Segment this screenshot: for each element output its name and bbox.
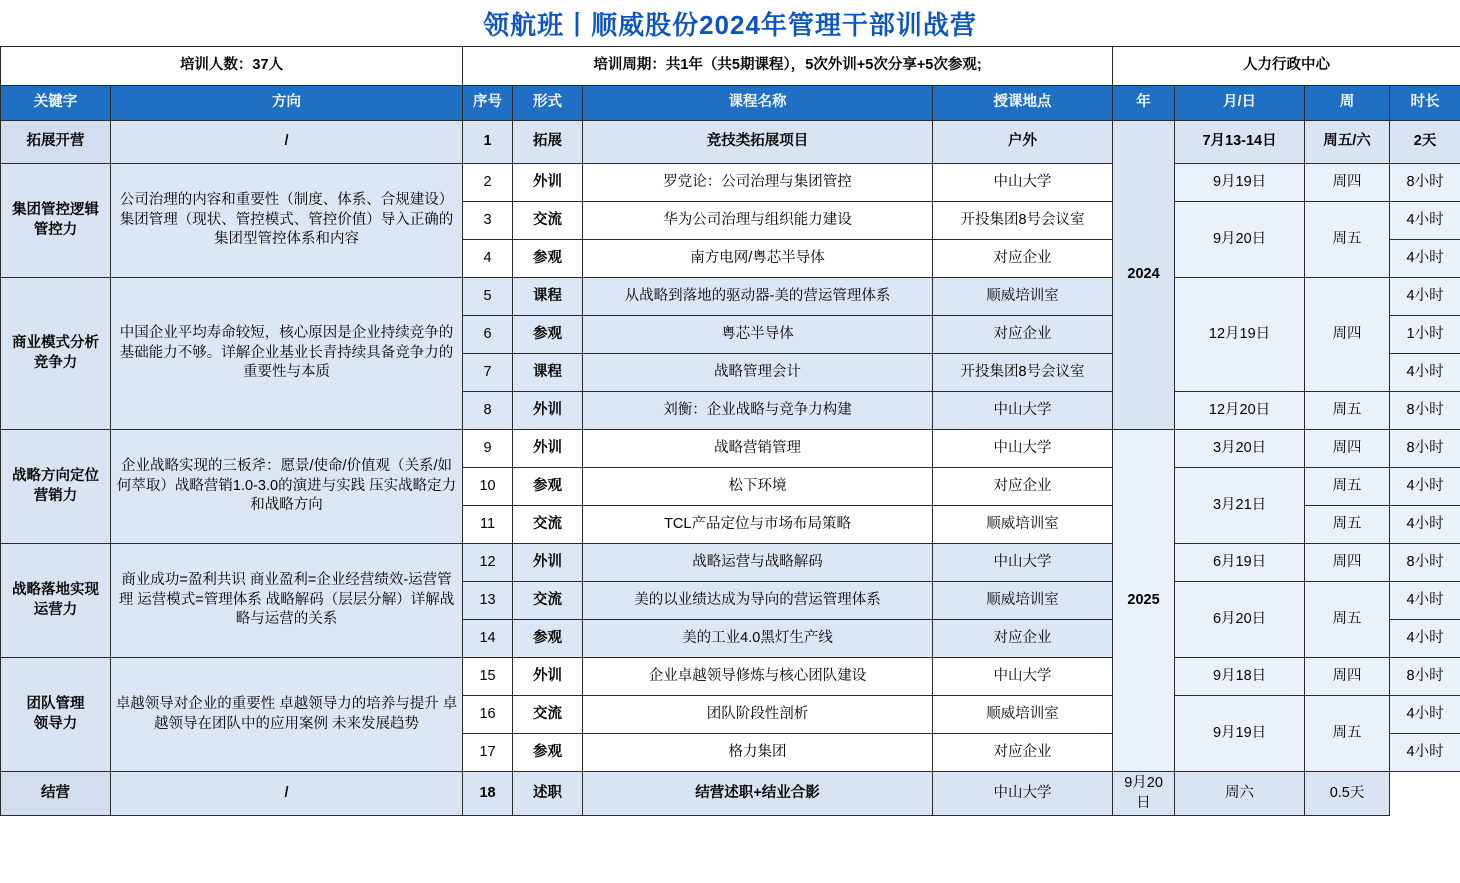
direction-cell: 公司治理的内容和重要性（制度、体系、合规建设）集团管理（现状、管控模式、管控价值）导入正确的集团型管控体系和内容: [111, 164, 463, 278]
direction-cell: /: [111, 772, 463, 816]
form-cell: 课程: [513, 278, 583, 316]
header-week: 周: [1305, 86, 1390, 121]
date-cell: 6月20日: [1175, 582, 1305, 658]
form-cell: 交流: [513, 582, 583, 620]
course-cell: 刘衡：企业战略与竞争力构建: [583, 392, 933, 430]
header-course: 课程名称: [583, 86, 933, 121]
form-cell: 参观: [513, 620, 583, 658]
keyword-cell: [1, 430, 111, 544]
place-cell: 开投集团8号会议室: [933, 202, 1113, 240]
index-cell: 4: [463, 240, 513, 278]
week-cell: 周五: [1305, 582, 1390, 658]
week-cell: 周五: [1305, 506, 1390, 544]
table-row: [1, 544, 1460, 582]
duration-cell: 4小时: [1390, 696, 1460, 734]
duration-cell: 4小时: [1390, 506, 1460, 544]
form-cell: 参观: [513, 240, 583, 278]
form-cell: 外训: [513, 430, 583, 468]
keyword-line-2: 营销力: [33, 487, 78, 504]
index-cell: 6: [463, 316, 513, 354]
week-cell: 周五: [1305, 202, 1390, 278]
keyword-line-1: 团队管理: [26, 695, 85, 712]
place-cell: 中山大学: [933, 430, 1113, 468]
duration-cell: 4小时: [1390, 202, 1460, 240]
place-cell: 对应企业: [933, 734, 1113, 772]
direction-cell: 中国企业平均寿命较短，核心原因是企业持续竞争的基础能力不够。详解企业基业长青持续具备竞争力的重要性与本质: [111, 278, 463, 430]
form-cell: 外训: [513, 658, 583, 696]
course-cell: 从战略到落地的驱动器-美的营运管理体系: [583, 278, 933, 316]
form-cell: 交流: [513, 202, 583, 240]
table-row: [1, 430, 1460, 468]
index-cell: 10: [463, 468, 513, 506]
keyword-line-2: 管控力: [33, 221, 78, 238]
year-cell-2025: 2025: [1113, 430, 1175, 772]
duration-cell: 8小时: [1390, 164, 1460, 202]
keyword-cell: 拓展开营: [1, 121, 111, 164]
direction-cell: 卓越领导对企业的重要性 卓越领导力的培养与提升 卓越领导在团队中的应用案例 未来发展趋势: [111, 658, 463, 772]
keyword-line-1: 商业模式分析: [12, 334, 99, 351]
duration-cell: 8小时: [1390, 544, 1460, 582]
course-cell: 结营述职+结业合影: [583, 772, 933, 816]
place-cell: 顺威培训室: [933, 582, 1113, 620]
course-cell: TCL产品定位与市场布局策略: [583, 506, 933, 544]
direction-cell: 企业战略实现的三板斧：愿景/使命/价值观（关系/如何萃取）战略营销1.0-3.0的演进与实践 压实战略定力和战略方向: [111, 430, 463, 544]
week-cell: 周四: [1305, 164, 1390, 202]
place-cell: 户外: [933, 121, 1113, 164]
keyword-cell: 结营: [1, 772, 111, 816]
duration-cell: 2天: [1390, 121, 1460, 164]
course-cell: 战略营销管理: [583, 430, 933, 468]
index-cell: 5: [463, 278, 513, 316]
course-cell: 粤芯半导体: [583, 316, 933, 354]
week-cell: 周四: [1305, 544, 1390, 582]
duration-cell: 8小时: [1390, 658, 1460, 696]
keyword-line-2: 竞争力: [33, 354, 78, 371]
course-cell: 南方电网/粤芯半导体: [583, 240, 933, 278]
course-cell: 罗党论：公司治理与集团管控: [583, 164, 933, 202]
header-direction: 方向: [111, 86, 463, 121]
header-keyword: 关键字: [1, 86, 111, 121]
course-cell: 华为公司治理与组织能力建设: [583, 202, 933, 240]
place-cell: 对应企业: [933, 240, 1113, 278]
page-title: 领航班丨顺威股份2024年管理干部训战营: [483, 9, 977, 40]
index-cell: 16: [463, 696, 513, 734]
week-cell: 周六: [1175, 772, 1305, 816]
page-title-bar: [0, 0, 1460, 46]
table-row: [1, 278, 1460, 316]
duration-cell: 1小时: [1390, 316, 1460, 354]
header-year: 年: [1113, 86, 1175, 121]
place-cell: 中山大学: [933, 658, 1113, 696]
week-cell: 周四: [1305, 430, 1390, 468]
place-cell: 中山大学: [933, 392, 1113, 430]
index-cell: 9: [463, 430, 513, 468]
keyword-line-2: 领导力: [33, 715, 78, 732]
duration-cell: 4小时: [1390, 278, 1460, 316]
week-cell: 周五: [1305, 392, 1390, 430]
date-cell: 6月19日: [1175, 544, 1305, 582]
form-cell: 交流: [513, 696, 583, 734]
week-cell: 周五: [1305, 468, 1390, 506]
course-cell: 竞技类拓展项目: [583, 121, 933, 164]
header-date: 月/日: [1175, 86, 1305, 121]
index-cell: 15: [463, 658, 513, 696]
duration-cell: 8小时: [1390, 430, 1460, 468]
table-row: [1, 658, 1460, 696]
place-cell: 对应企业: [933, 468, 1113, 506]
form-cell: 拓展: [513, 121, 583, 164]
table-row: [1, 164, 1460, 202]
index-cell: 17: [463, 734, 513, 772]
duration-cell: 4小时: [1390, 240, 1460, 278]
direction-cell: 商业成功=盈利共识 商业盈利=企业经营绩效-运营管理 运营模式=管理体系 战略解码（层层分解）详解战略与运营的关系: [111, 544, 463, 658]
index-cell: 11: [463, 506, 513, 544]
form-cell: 参观: [513, 316, 583, 354]
keyword-line-2: 运营力: [33, 601, 78, 618]
table-row: [1, 121, 1460, 164]
date-cell: 9月18日: [1175, 658, 1305, 696]
keyword-line-1: 战略方向定位: [12, 467, 99, 484]
place-cell: 开投集团8号会议室: [933, 354, 1113, 392]
date-cell: 9月19日: [1175, 164, 1305, 202]
header-index: 序号: [463, 86, 513, 121]
place-cell: 顺威培训室: [933, 506, 1113, 544]
duration-cell: 0.5天: [1305, 772, 1390, 816]
week-cell: 周五: [1305, 696, 1390, 772]
keyword-line-1: 战略落地实现: [12, 581, 99, 598]
date-cell: 3月21日: [1175, 468, 1305, 544]
meta-period: 培训周期：共1年（共5期课程），5次外训+5次分享+5次参观;: [463, 47, 1113, 86]
date-cell: 12月20日: [1175, 392, 1305, 430]
week-cell: 周四: [1305, 658, 1390, 696]
date-cell: 9月20日: [1113, 772, 1175, 816]
index-cell: 8: [463, 392, 513, 430]
date-cell: 9月19日: [1175, 696, 1305, 772]
form-cell: 外训: [513, 544, 583, 582]
form-cell: 外训: [513, 164, 583, 202]
course-cell: 美的工业4.0黑灯生产线: [583, 620, 933, 658]
form-cell: 交流: [513, 506, 583, 544]
index-cell: 7: [463, 354, 513, 392]
index-cell: 14: [463, 620, 513, 658]
course-cell: 企业卓越领导修炼与核心团队建设: [583, 658, 933, 696]
keyword-cell: [1, 164, 111, 278]
week-cell: 周五/六: [1305, 121, 1390, 164]
year-cell-2024: 2024: [1113, 121, 1175, 430]
date-cell: 9月20日: [1175, 202, 1305, 278]
duration-cell: 8小时: [1390, 392, 1460, 430]
form-cell: 参观: [513, 468, 583, 506]
duration-cell: 4小时: [1390, 734, 1460, 772]
place-cell: 顺威培训室: [933, 278, 1113, 316]
duration-cell: 4小时: [1390, 582, 1460, 620]
index-cell: 13: [463, 582, 513, 620]
form-cell: 参观: [513, 734, 583, 772]
index-cell: 2: [463, 164, 513, 202]
keyword-line-1: 集团管控逻辑: [12, 201, 99, 218]
index-cell: 18: [463, 772, 513, 816]
date-cell: 3月20日: [1175, 430, 1305, 468]
index-cell: 12: [463, 544, 513, 582]
index-cell: 3: [463, 202, 513, 240]
index-cell: 1: [463, 121, 513, 164]
keyword-cell: [1, 544, 111, 658]
duration-cell: 4小时: [1390, 354, 1460, 392]
duration-cell: 4小时: [1390, 468, 1460, 506]
date-cell: 7月13-14日: [1175, 121, 1305, 164]
meta-row: [1, 47, 1460, 86]
keyword-cell: [1, 278, 111, 430]
table-row: [1, 772, 1460, 816]
place-cell: 中山大学: [933, 772, 1113, 816]
keyword-cell: [1, 658, 111, 772]
place-cell: 对应企业: [933, 620, 1113, 658]
header-duration: 时长: [1390, 86, 1460, 121]
place-cell: 对应企业: [933, 316, 1113, 354]
direction-cell: /: [111, 121, 463, 164]
form-cell: 述职: [513, 772, 583, 816]
training-schedule-table: [0, 46, 1460, 816]
course-cell: 松下环境: [583, 468, 933, 506]
form-cell: 课程: [513, 354, 583, 392]
course-cell: 团队阶段性剖析: [583, 696, 933, 734]
meta-dept: 人力行政中心: [1113, 47, 1460, 86]
header-form: 形式: [513, 86, 583, 121]
form-cell: 外训: [513, 392, 583, 430]
date-cell: 12月19日: [1175, 278, 1305, 392]
place-cell: 顺威培训室: [933, 696, 1113, 734]
duration-cell: 4小时: [1390, 620, 1460, 658]
header-row: [1, 86, 1460, 121]
course-cell: 美的以业绩达成为导向的营运管理体系: [583, 582, 933, 620]
header-place: 授课地点: [933, 86, 1113, 121]
place-cell: 中山大学: [933, 544, 1113, 582]
course-cell: 格力集团: [583, 734, 933, 772]
place-cell: 中山大学: [933, 164, 1113, 202]
week-cell: 周四: [1305, 278, 1390, 392]
course-cell: 战略管理会计: [583, 354, 933, 392]
course-cell: 战略运营与战略解码: [583, 544, 933, 582]
meta-people: 培训人数：37人: [1, 47, 463, 86]
